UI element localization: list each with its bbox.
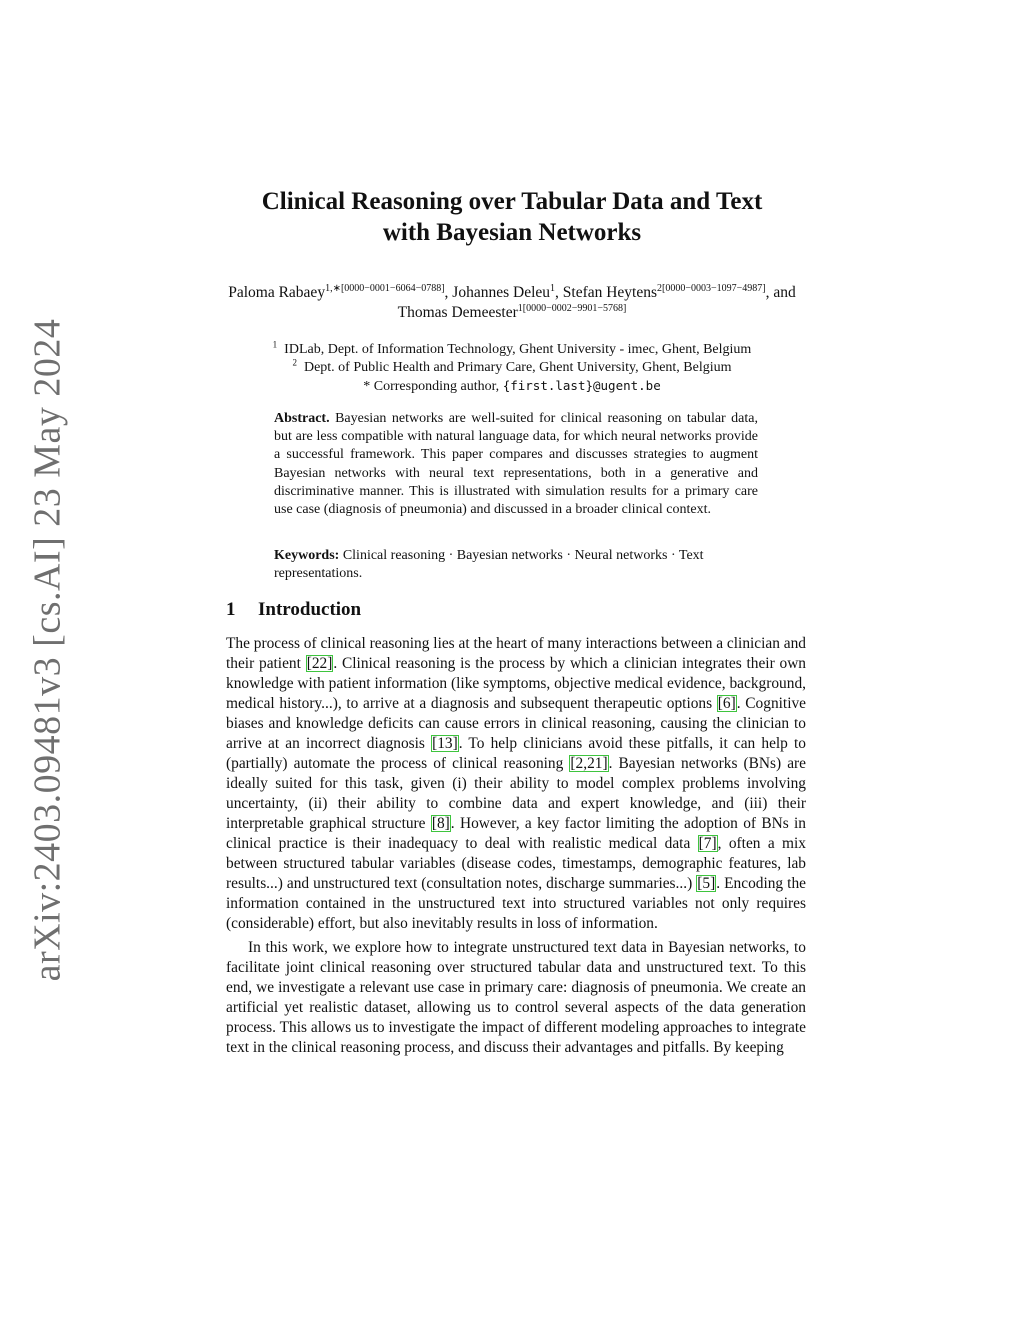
affiliation-1-sup: 1 [272,339,278,350]
author-3: , Stefan Heytens [555,284,658,301]
affiliation-2 [200,359,824,377]
author-3-sup: 2[0000−0003−1097−4987] [657,282,766,294]
body-text [226,634,806,1058]
author-list [220,283,804,323]
p1-text: The process of clinical reasoning lies at the heart of many interactions between a clinician and their patient [226,635,806,672]
affiliation-1 [200,341,824,359]
abstract [274,410,758,519]
paper-title [200,186,824,248]
p1-text: . Bayesian networks (BNs) are ideally suited for this task, given (i) their ability to model complex problems involving uncertainty, (ii) their ability to combine data and expert knowledge, and (iii) their interpretable graphical structure [226,755,807,832]
p1-text: . Clinical reasoning is the process by which a clinician integrates their own knowledge with patient information (like symptoms, objective medical evidence, background, medical history...), to arrive at a diagnosis and subsequent therapeutic options [226,655,806,712]
corresponding-label: * Corresponding author, [363,379,503,394]
paragraph-1 [226,634,806,934]
email-address: {first.last}@ugent.be [502,378,661,393]
citation-link[interactable]: [5] [697,875,716,892]
author-2: , Johannes Deleu [444,284,551,301]
affiliation-2-text: Dept. of Public Health and Primary Care, Ghent University, Ghent, Belgium [303,360,732,375]
keywords-label: Keywords: [274,548,340,563]
title-line-1: Clinical Reasoning over Tabular Data and Text [261,188,763,215]
affiliations [200,341,824,396]
section-title: Introduction [258,599,362,620]
author-4: , and Thomas Demeester [397,284,796,321]
p1-text: . Encoding the information contained in the unstructured text into structured variables not only requires (considerable) effort, but also inevitably results in loss of information. [226,875,806,932]
corresponding-author [200,377,824,396]
p1-text: . Cognitive biases and knowledge deficits can cause errors in clinical reasoning, causing the clinician to arrive at an incorrect diagnosis [226,695,806,752]
p1-text: . To help clinicians avoid these pitfalls, it can help to (partially) automate the process of clinical reasoning [226,735,806,772]
p1-text: , often a mix between structured tabular variables (disease codes, timestamps, demographic features, lab results...) and unstructured text (consultation notes, discharge summaries...) [226,835,806,892]
citation-link[interactable]: [8] [431,815,450,832]
citation-link[interactable]: [7] [698,835,717,852]
author-1-sup: 1,∗[0000−0001−6064−0788] [325,282,445,294]
citation-link[interactable]: [2,21] [570,755,608,772]
citation-link[interactable]: [22] [306,655,333,672]
keywords [274,547,758,583]
arxiv-stamp [12,318,82,982]
section-heading [226,598,806,622]
author-2-sup: 1 [550,282,556,294]
affiliation-1-text: IDLab, Dept. of Information Technology, Ghent University - imec, Ghent, Belgium [284,342,752,357]
abstract-text: Bayesian networks are well-suited for clinical reasoning on tabular data, but are less compatible with natural language data, for which neural networks provide a successful framework. This paper compares and discusses strategies to augment Bayesian networks with neural text representations, both in a generative and discriminative manner. This is illustrated with simulation results for a primary care use case (diagnosis of pneumonia) and discussed in a broader clinical context. [274,411,759,518]
section-number: 1 [226,599,236,620]
arxiv-id: arXiv:2403.09481v3 [cs.AI] 23 May 2024 [26,318,69,982]
paragraph-2: In this work, we explore how to integrate unstructured text data in Bayesian networks, to facilitate joint clinical reasoning over structured tabular data and unstructured text. To this end, we investigate a relevant use case in primary care: diagnosis of pneumonia. We create an artificial yet realistic dataset, allowing us to control several aspects of the data generation process. This allows us to investigate the impact of different modeling approaches to integrate text in the clinical reasoning process, and discuss their advantages and pitfalls. By keeping [226,939,806,1056]
citation-link[interactable]: [13] [432,735,458,752]
author-4-sup: 1[0000−0002−9901−5768] [517,302,627,314]
p1-text: . However, a key factor limiting the adoption of BNs in clinical practice is their inadequacy to deal with realistic medical data [226,815,806,852]
citation-link[interactable]: [6] [717,695,736,712]
keywords-text: Clinical reasoning · Bayesian networks · Neural networks · Text representations. [274,548,704,582]
title-line-2: with Bayesian Networks [382,219,642,246]
author-1: Paloma Rabaey [228,284,326,301]
affiliation-2-sup: 2 [292,357,297,368]
abstract-label: Abstract. [274,411,330,426]
